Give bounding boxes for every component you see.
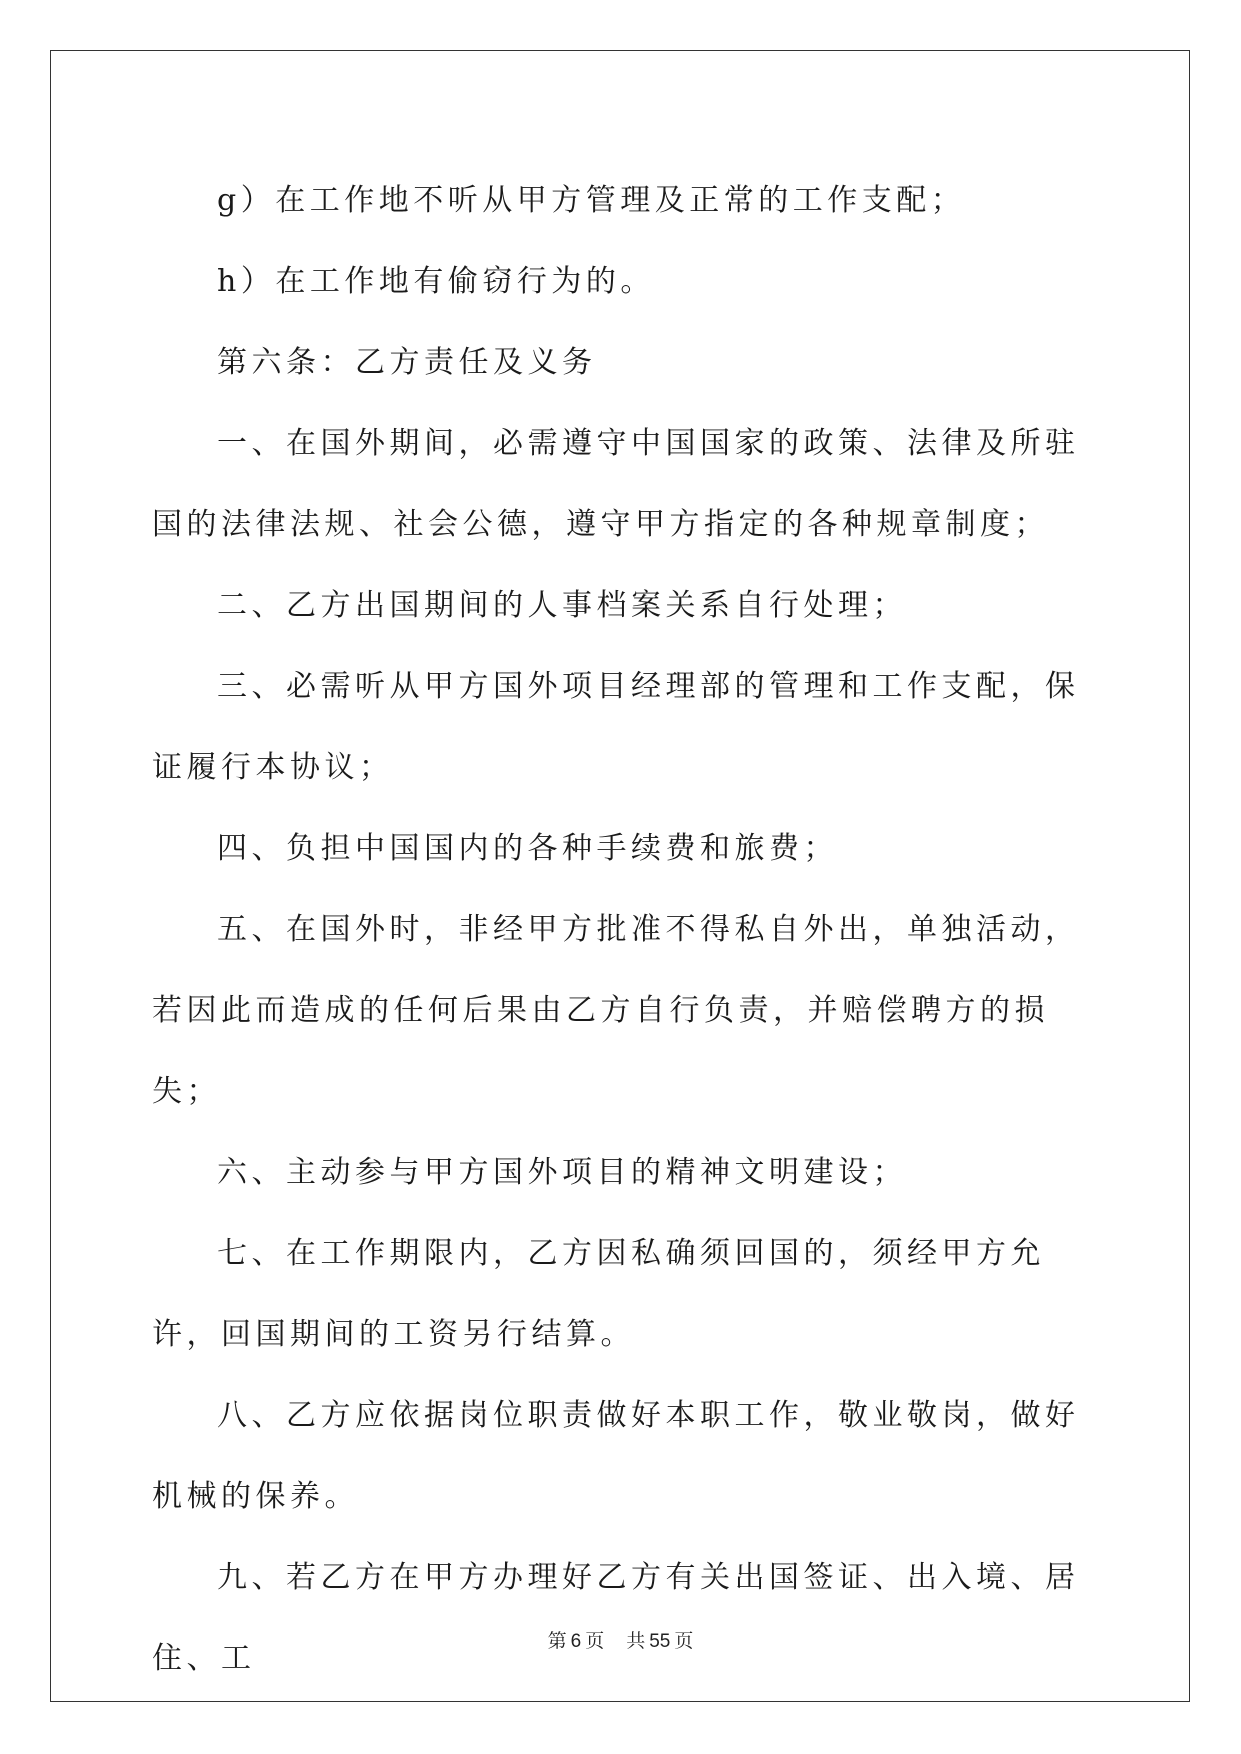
paragraph-item-1: 一、在国外期间，必需遵守中国国家的政策、法律及所驻国的法律法规、社会公德，遵守甲方指定的各种规章制度； (152, 426, 1080, 542)
total-suffix: 页 (674, 1630, 694, 1652)
total-pages: 55 (649, 1631, 671, 1652)
paragraph-item-8: 八、乙方应依据岗位职责做好本职工作，敬业敬岗，做好机械的保养。 (152, 1398, 1080, 1514)
page-number: 6 (570, 1631, 582, 1652)
paragraph-item-5: 五、在国外时，非经甲方批准不得私自外出，单独活动，若因此而造成的任何后果由乙方自行负责，并赔偿聘方的损失； (152, 912, 1080, 1109)
total-prefix: 共 (626, 1630, 646, 1652)
section-heading-article-6: 第六条：乙方责任及义务 (217, 345, 597, 380)
paragraph-item-3: 三、必需听从甲方国外项目经理部的管理和工作支配，保证履行本协议； (152, 669, 1080, 785)
paragraph-item-2: 二、乙方出国期间的人事档案关系自行处理； (217, 588, 907, 623)
page-prefix: 第 (547, 1630, 567, 1652)
paragraph-item-9: 九、若乙方在甲方办理好乙方有关出国签证、出入境、居住、工 (152, 1560, 1080, 1676)
paragraph-item-7: 七、在工作期限内，乙方因私确须回国的，须经甲方允许，回国期间的工资另行结算。 (152, 1236, 1045, 1352)
document-body (152, 160, 1092, 1699)
page-footer (0, 1626, 1241, 1653)
paragraph-item-4: 四、负担中国国内的各种手续费和旅费； (217, 831, 838, 866)
paragraph-g: g）在工作地不听从甲方管理及正常的工作支配； (217, 183, 966, 218)
page-suffix: 页 (585, 1630, 605, 1652)
paragraph-item-6: 六、主动参与甲方国外项目的精神文明建设； (217, 1155, 907, 1190)
paragraph-h: h）在工作地有偷窃行为的。 (217, 264, 655, 299)
